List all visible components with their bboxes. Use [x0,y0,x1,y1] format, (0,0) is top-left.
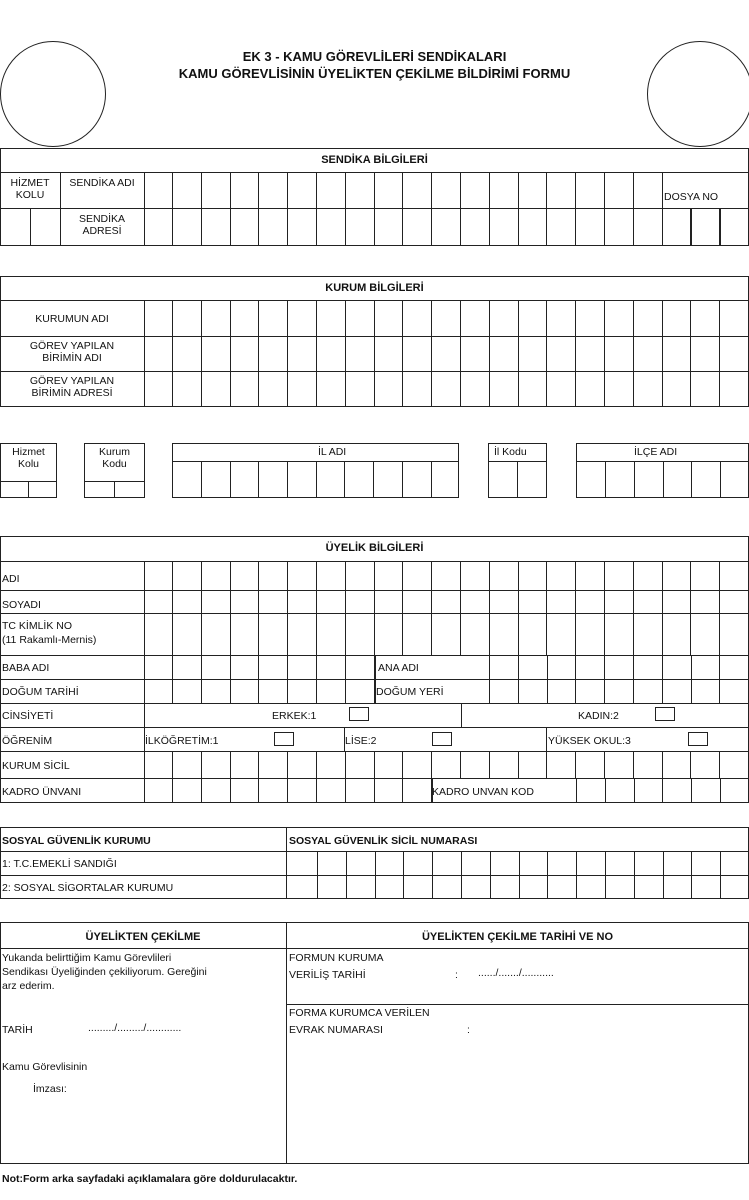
entry-cell-divider [230,778,231,803]
tarih-label: TARİH [2,1024,33,1036]
entry-cell-divider [172,208,173,246]
hizmet-kolu-code-label: Hizmet Kolu [12,446,45,470]
entry-cell-divider [345,561,346,655]
kurum-kodu-label: Kurum Kodu [99,446,130,470]
entry-cell-divider [518,172,519,208]
entry-cell-divider [402,300,403,407]
entry-cell-divider [316,778,317,803]
entry-cell-divider [518,561,519,655]
entry-cell-divider [374,561,375,655]
evrak-colon: : [467,1024,470,1036]
kurumun-adi-label: KURUMUN ADI [35,313,109,325]
sendika-adi-label: SENDİKA ADI [69,177,135,189]
entry-cell-divider [604,561,605,655]
entry-cell-divider [719,208,720,246]
entry-cell-divider [633,208,634,246]
ssk-label: 2: SOSYAL SİGORTALAR KURUMU [2,882,174,894]
entry-cell-divider [374,300,375,407]
entry-cell-divider [172,561,173,655]
entry-cell-divider [691,851,692,899]
cekilme-text-2: Sendikası Üyeliğinden çekiliyorum. Gereğini [2,966,207,978]
entry-cell-divider [201,172,202,208]
entry-cell-divider [460,751,461,778]
entry-cell-divider [374,208,375,246]
entry-cell-divider [604,172,605,208]
entry-cell-divider [316,751,317,778]
entry-cell-divider [373,461,374,498]
entry-cell-divider [402,778,403,803]
entry-cell-divider [489,561,490,655]
sendika-title: SENDİKA BİLGİLERİ [321,154,428,166]
forma-kurumca-label: FORMA KURUMCA VERİLEN [289,1007,430,1019]
cekilme-text-3: arz ederim. [2,980,55,992]
kurum-sicil-label: KURUM SİCİL [2,760,70,772]
entry-cell-divider [460,208,461,246]
entry-cell-divider [374,172,375,208]
cinsiyeti-label: CİNSİYETİ [2,710,54,722]
entry-cell-divider [633,300,634,407]
entry-cell-divider [633,172,634,208]
emekli-sandigi-label: 1: T.C.EMEKLİ SANDIĞI [2,858,117,870]
entry-cell-divider [575,208,576,246]
sosyal-sicil-title: SOSYAL GÜVENLİK SİCİL NUMARASI [289,835,478,847]
verilis-tarihi-field[interactable]: ....../......./........... [478,967,554,979]
entry-cell-divider [605,851,606,899]
dosya-no-label: DOSYA NO [664,191,719,203]
form-title-line2: KAMU GÖREVLİSİNİN ÜYELİKTEN ÇEKİLME BİLDİRİMİ FORMU [178,66,571,81]
entry-cell-divider [719,300,720,407]
entry-cell-divider [662,300,663,407]
entry-cell-divider [201,300,202,407]
entry-cell-divider [172,655,173,703]
entry-cell-divider [230,172,231,208]
entry-cell-divider [547,655,548,703]
kurum-title: KURUM BİLGİLERİ [325,282,424,294]
dogum-yeri-label: DOĞUM YERİ [376,686,444,698]
entry-cell-divider [663,851,664,899]
entry-cell-divider [489,172,490,208]
entry-cell-divider [345,300,346,407]
entry-cell-divider [432,851,433,899]
entry-cell-divider [316,172,317,208]
entry-cell-divider [316,208,317,246]
entry-cell-divider [604,208,605,246]
entry-cell-divider [201,655,202,703]
entry-cell-divider [287,778,288,803]
entry-cell-divider [374,778,375,803]
entry-cell-divider [634,778,635,803]
entry-cell-divider [489,300,490,407]
entry-cell-divider [633,751,634,778]
entry-cell-divider [460,172,461,208]
lise-checkbox[interactable] [432,732,452,746]
entry-cell-divider [691,778,692,803]
entry-cell-divider [258,461,259,498]
entry-cell-divider [576,778,577,803]
kadin-label: KADIN:2 [578,710,619,722]
entry-cell-divider [201,561,202,655]
entry-cell-divider [287,172,288,208]
entry-cell-divider [518,751,519,778]
entry-cell-divider [634,851,635,899]
ilkogretim-checkbox[interactable] [274,732,294,746]
entry-cell-divider [604,751,605,778]
yuksek-okul-label: YÜKSEK OKUL:3 [548,735,631,747]
entry-cell-divider [546,561,547,655]
entry-cell-divider [719,751,720,778]
entry-cell-divider [316,655,317,703]
entry-cell-divider [258,655,259,703]
entry-cell-divider [258,208,259,246]
il-kodu-label: İl Kodu [494,446,527,458]
entry-cell-divider [576,851,577,899]
form-title-line1: EK 3 - KAMU GÖREVLİLERİ SENDİKALARI [242,49,507,64]
entry-cell-divider [662,778,663,803]
entry-cell-divider [719,561,720,655]
entry-cell-divider [287,208,288,246]
entry-cell-divider [431,208,432,246]
il-adi-label: İL ADI [318,446,347,458]
entry-cell-divider [316,461,317,498]
entry-cell-divider [258,751,259,778]
entry-cell-divider [691,208,692,246]
ilkogretim-label: İLKÖĞRETİM:1 [145,735,219,747]
entry-cell-divider [258,778,259,803]
entry-cell-divider [489,655,490,703]
entry-cell-divider [719,655,720,703]
entry-cell-divider [258,300,259,407]
ilce-adi-label: İLÇE ADI [634,446,678,458]
entry-cell-divider [720,461,721,498]
entry-cell-divider [344,461,345,498]
entry-cell-divider [663,461,664,498]
tc-kimlik-sub-label: (11 Rakamlı-Mernis) [2,634,97,646]
kadro-unvani-label: KADRO ÜNVANI [2,786,82,798]
entry-cell-divider [575,300,576,407]
tarih-field[interactable]: ........./........./............ [88,1022,182,1034]
entry-cell-divider [201,208,202,246]
lise-label: LİSE:2 [345,735,377,747]
entry-cell-divider [172,778,173,803]
entry-cell-divider [431,461,432,498]
entry-cell-divider [720,208,721,246]
entry-cell-divider [431,300,432,407]
sosyal-kurumu-title: SOSYAL GÜVENLİK KURUMU [2,835,151,847]
entry-cell-divider [547,851,548,899]
entry-cell-divider [201,751,202,778]
entry-cell-divider [402,461,403,498]
entry-cell-divider [490,851,491,899]
cekilme-text-1: Yukanda belirttiğim Kamu Görevlileri [2,952,172,964]
entry-cell-divider [691,655,692,703]
kamu-gorevlisinin-label: Kamu Görevlisinin [2,1061,88,1073]
entry-cell-divider [519,851,520,899]
entry-cell-divider [345,172,346,208]
entry-cell-divider [662,751,663,778]
tc-kimlik-label: TC KİMLİK NO [2,620,73,632]
entry-cell-divider [432,778,433,803]
entry-cell-divider [662,655,663,703]
entry-cell-divider [230,561,231,655]
entry-cell-divider [662,208,663,246]
entry-cell-divider [402,751,403,778]
entry-cell-divider [402,172,403,208]
entry-cell-divider [287,655,288,703]
entry-cell-divider [431,172,432,208]
entry-cell-divider [431,751,432,778]
erkek-checkbox[interactable] [349,707,369,721]
entry-cell-divider [662,561,663,655]
entry-cell-divider [460,300,461,407]
entry-cell-divider [575,172,576,208]
cekilme-title: ÜYELİKTEN ÇEKİLME [85,931,201,943]
entry-cell-divider [402,208,403,246]
gorev-birim-adi-label: GÖREV YAPILAN BİRİMİN ADI [29,340,115,364]
entry-cell-divider [461,851,462,899]
entry-cell-divider [346,851,347,899]
entry-cell-divider [230,751,231,778]
formun-kuruma-label: FORMUN KURUMA [289,952,384,964]
entry-cell-divider [230,461,231,498]
entry-cell-divider [172,172,173,208]
cekilme-right-title: ÜYELİKTEN ÇEKİLME TARİHİ VE NO [421,931,614,943]
entry-cell-divider [374,751,375,778]
entry-cell-divider [575,561,576,655]
entry-cell-divider [720,851,721,899]
entry-cell-divider [605,461,606,498]
entry-cell-divider [489,208,490,246]
kadin-checkbox[interactable] [655,707,675,721]
entry-cell-divider [317,851,318,899]
entry-cell-divider [230,655,231,703]
yuksek-okul-checkbox[interactable] [688,732,708,746]
entry-cell-divider [518,300,519,407]
entry-cell-divider [546,751,547,778]
entry-cell-divider [287,561,288,655]
gorev-birim-adresi-label: GÖREV YAPILAN BİRİMİN ADRESİ [29,375,115,399]
uyelik-title: ÜYELİK BİLGİLERİ [325,542,424,554]
sendika-adresi-label: SENDİKA ADRESİ [78,213,126,237]
verilis-tarihi-label: VERİLİŞ TARİHİ [289,969,366,981]
entry-cell-divider [460,561,461,655]
entry-cell-divider [201,461,202,498]
adi-label: ADI [2,573,20,585]
form-note: Not:Form arka sayfadaki açıklamalara göre doldurulacaktır. [2,1173,298,1185]
entry-cell-divider [172,300,173,407]
baba-adi-label: BABA ADI [2,662,50,674]
entry-cell-divider [634,461,635,498]
entry-cell-divider [575,751,576,778]
entry-cell-divider [604,655,605,703]
dogum-tarihi-label: DOĞUM TARİHİ [2,686,79,698]
imzasi-label: İmzası: [33,1083,67,1095]
entry-cell-divider [345,778,346,803]
entry-cell-divider [690,208,691,246]
entry-cell-divider [518,655,519,703]
hizmet-kolu-label: HİZMET KOLU [10,177,50,201]
entry-cell-divider [230,208,231,246]
entry-cell-divider [201,778,202,803]
entry-cell-divider [690,300,691,407]
entry-cell-divider [633,561,634,655]
evrak-numarasi-label: EVRAK NUMARASI [289,1024,383,1036]
entry-cell-divider [489,751,490,778]
ana-adi-label: ANA ADI [378,662,419,674]
entry-cell-divider [402,561,403,655]
entry-cell-divider [375,851,376,899]
entry-cell-divider [375,655,376,703]
entry-cell-divider [316,300,317,407]
entry-cell-divider [258,561,259,655]
erkek-label: ERKEK:1 [272,710,317,722]
entry-cell-divider [230,300,231,407]
entry-cell-divider [258,172,259,208]
entry-cell-divider [287,300,288,407]
entry-cell-divider [604,300,605,407]
soyadi-label: SOYADI [2,599,41,611]
entry-cell-divider [431,561,432,655]
entry-cell-divider [316,561,317,655]
entry-cell-divider [546,300,547,407]
entry-cell-divider [720,778,721,803]
entry-cell-divider [403,851,404,899]
entry-cell-divider [546,172,547,208]
entry-cell-divider [345,208,346,246]
entry-cell-divider [546,208,547,246]
entry-cell-divider [172,751,173,778]
entry-cell-divider [287,751,288,778]
entry-cell-divider [662,172,663,208]
kadro-unvan-kod-label: KADRO UNVAN KOD [432,786,534,798]
entry-cell-divider [690,751,691,778]
entry-cell-divider [605,778,606,803]
entry-cell-divider [691,461,692,498]
entry-cell-divider [633,655,634,703]
entry-cell-divider [575,655,576,703]
entry-cell-divider [345,751,346,778]
entry-cell-divider [345,655,346,703]
verilis-colon: : [455,969,458,981]
entry-cell-divider [287,461,288,498]
entry-cell-divider [690,561,691,655]
ogrenim-label: ÖĞRENİM [2,735,53,747]
entry-cell-divider [518,208,519,246]
